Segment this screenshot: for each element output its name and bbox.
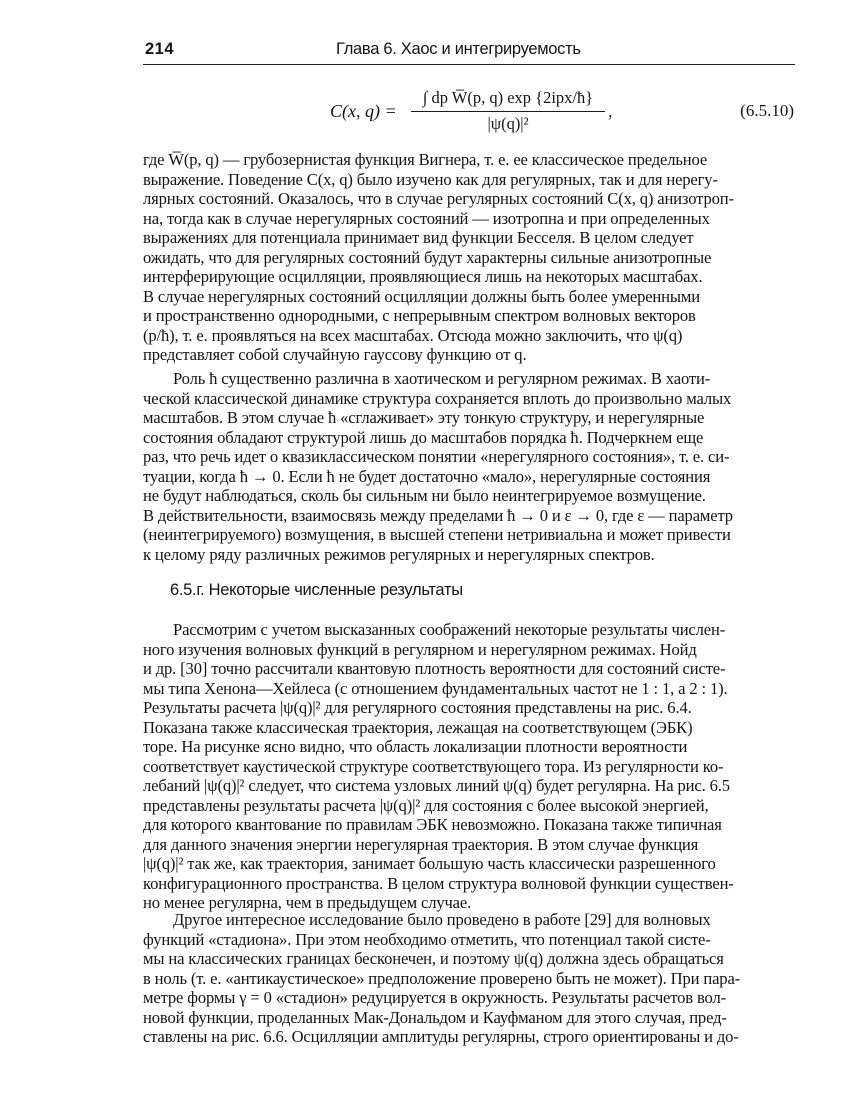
chapter-title: Глава 6. Хаос и интегрируемость xyxy=(336,40,581,58)
paragraph-role-of-hbar: Роль ħ существенно различна в хаотическом и регулярном режимах. В хаоти- ческой классической динамике структура сохраняется вплоть до произвольно малых масштабов. В этом случае ħ «сглаживает» эту тонкую структуру, и нерегулярные состояния обладают структурой лишь до масштабов порядка ħ. Подчеркнем еще раз, что речь идет о квазиклассическом понятии «нерегулярного состояния», т. е. си- туации, когда ħ → 0. Если ħ не будет достаточно «мало», нерегулярные состояния не будут наблюдаться, сколь бы сильным ни было неинтегрируемое возмущение. В действительности, взаимосвязь между пределами ħ → 0 и ε → 0, где ε — параметр (неинтегрируемого) возмущения, в высшей степени нетривиальна и может привести к целому ряду различных режимов регулярных и нерегулярных спектров. xyxy=(143,369,733,564)
equation-number: (6.5.10) xyxy=(740,101,794,120)
running-header xyxy=(143,38,795,65)
fraction-bar xyxy=(411,111,605,112)
equation-lhs: C(x, q) = xyxy=(330,101,397,121)
paragraph-numerical-results: Рассмотрим с учетом высказанных соображений некоторые результаты числен- ного изучения волновых функций в регулярном и нерегулярном режимах. Нойд и др. [30] точно рассчитали квантовую плотность вероятности для состояний систе- мы типа Хенона—Хейлеса (с отношением фундаментальных частот не 1 : 1, а 2 : 1). Результаты расчета |ψ(q)|² для регулярного состояния представлены на рис. 6.4. Показана также классическая траектория, лежащая на соответствующем (ЭБК) торе. На рисунке ясно видно, что область локализации плотности вероятности соответствует каустической структуре соответствующего тора. Из регулярности ко- лебаний |ψ(q)|² следует, что система узловых линий ψ(q) будет регулярна. На рис. 6.5 представлены результаты расчета |ψ(q)|² для состояния с более высокой энергией, для которого квантование по правилам ЭБК невозможно. Показана также типичная для данного значения энергии нерегулярная траектория. В этом случае функция |ψ(q)|² так же, как траектория, занимает большую часть классически разрешенного конфигурационного пространства. В целом структура волновой функции существен- но менее регулярна, чем в предыдущем случае. xyxy=(143,620,734,912)
page-number: 214 xyxy=(145,40,175,58)
paragraph-wigner-function: где W̅(p, q) — грубозернистая функция Вигнера, т. е. ее классическое предельное выражение. Поведение C(x, q) было изучено как для регулярных, так и для нерегу- лярных состояний. Оказалось, что в случае регулярных состояний C(x, q) анизотроп- на, тогда как в случае нерегулярных состояний — изотропна и при определенных выражениях для потенциала принимает вид функции Бесселя. В целом следует ожидать, что для регулярных состояний будут характерны сильные анизотропные интерферирующие осцилляции, проявляющиеся лишь на некоторых масштабах. В случае нерегулярных состояний осцилляции должны быть более умеренными и пространственно однородными, с непрерывным спектром волновых векторов (p/ħ), т. е. проявляться на всех масштабах. Отсюда можно заключить, что ψ(q) представляет собой случайную гауссову функцию от q. xyxy=(143,150,734,364)
equation-6-5-10 xyxy=(143,84,795,142)
equation-fraction xyxy=(411,88,605,134)
equation-comma: , xyxy=(608,101,613,121)
equation-denominator: |ψ(q)|² xyxy=(487,114,529,134)
section-heading: 6.5.г. Некоторые численные результаты xyxy=(170,581,463,599)
paragraph-stadium-study: Другое интересное исследование было проведено в работе [29] для волновых функций «стадиона». При этом необходимо отметить, что потенциал такой систе- мы на классических границах бесконечен, и поэтому ψ(q) должна здесь обращаться в ноль (т. е. «антикаустическое» предположение проверено быть не может). При пара- метре формы γ = 0 «стадион» редуцируется в окружность. Результаты расчетов вол- новой функции, проделанных Мак-Дональдом и Кауфманом для этого случая, пред- ставлены на рис. 6.6. Осцилляции амплитуды регулярны, строго ориентированы и до- xyxy=(143,910,741,1046)
equation-numerator: ∫ dp W̅(p, q) exp {2ipx/ħ} xyxy=(422,88,594,107)
